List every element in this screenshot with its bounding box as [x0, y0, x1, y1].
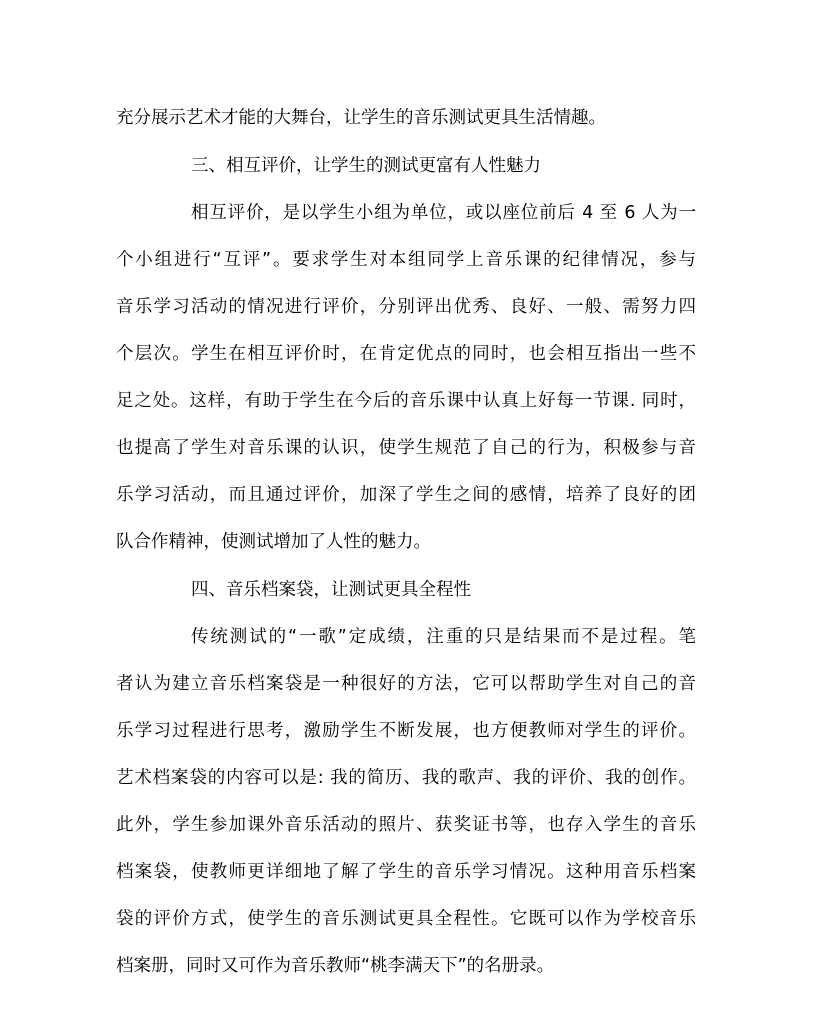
paragraph-line: 乐学习活动，而且通过评价，加深了学生之间的感情，培养了良好的团 [116, 485, 696, 505]
paragraph-line: 艺术档案袋的内容可以是: 我的简历、我的歌声、我的评价、我的创作。 [116, 768, 696, 788]
paragraph-line: 个层次。学生在相互评价时，在肯定优点的同时，也会相互指出一些不 [116, 344, 696, 364]
paragraph-line: 档案册，同时又可作为音乐教师“桃李满天下”的名册录。 [116, 956, 555, 976]
paragraph-line: 乐学习过程进行思考，激励学生不断发展，也方便教师对学生的评价。 [116, 721, 696, 741]
paragraph-line: 队合作精神，使测试增加了人性的魅力。 [116, 532, 431, 552]
paragraph-line: 此外，学生参加课外音乐活动的照片、获奖证书等，也存入学生的音乐 [116, 815, 696, 835]
paragraph-line: 音乐学习活动的情况进行评价，分别评出优秀、良好、一般、需努力四 [116, 297, 696, 317]
paragraph-line: 档案袋，使教师更详细地了解了学生的音乐学习情况。这种用音乐档案 [116, 862, 696, 882]
paragraph-line: 袋的评价方式，使学生的音乐测试更具全程性。它既可以作为学校音乐 [116, 909, 696, 929]
paragraph-line: 个小组进行“互评”。要求学生对本组同学上音乐课的纪律情况，参与 [116, 250, 696, 270]
paragraph-line: 足之处。这样，有助于学生在今后的音乐课中认真上好每一节课. 同时， [116, 391, 696, 411]
paragraph-line: 也提高了学生对音乐课的认识，使学生规范了自己的行为，积极参与音 [116, 438, 696, 458]
paragraph-line: 相互评价，是以学生小组为单位，或以座位前后 4 至 6 人为一 [191, 203, 696, 223]
section-heading-3: 三、相互评价，让学生的测试更富有人性魅力 [191, 156, 541, 176]
paragraph-line: 传统测试的“一歌”定成绩，注重的只是结果而不是过程。笔 [191, 627, 696, 647]
paragraph-line: 者认为建立音乐档案袋是一种很好的方法，它可以帮助学生对自己的音 [116, 674, 696, 694]
section-heading-4: 四、音乐档案袋，让测试更具全程性 [191, 580, 471, 600]
paragraph-line: 充分展示艺术才能的大舞台，让学生的音乐测试更具生活情趣。 [116, 108, 606, 128]
